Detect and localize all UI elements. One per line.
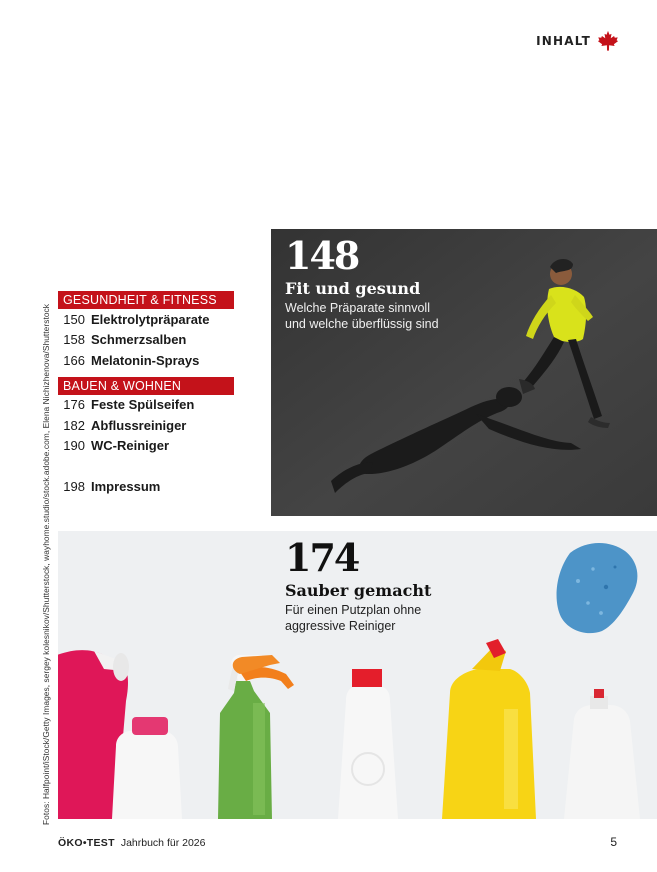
toc-page-number: 182 (63, 417, 85, 433)
toc-page-number: 198 (63, 478, 85, 494)
feature-fitness[interactable] (271, 229, 657, 516)
feature-subtitle (285, 602, 431, 634)
toc-entry-title: Elektrolytpräparate (91, 311, 210, 327)
toc-page-number: 166 (63, 352, 85, 368)
toc-page-number: 158 (63, 332, 85, 348)
feature-title: Fit und gesund (285, 279, 421, 298)
section-label: INHALT (536, 34, 591, 48)
photo-credits: Fotos: Halfpoint/iStock/Getty Images, sergey kolesnikov/Shutterstock, wayhome.studio/stock.adobe.com, Elena Nichizhenova/Shutterstock (41, 303, 51, 825)
feature-subtitle-line: Welche Präparate sinnvoll (285, 301, 430, 315)
publication-title: Jahrbuch für 2026 (120, 837, 206, 849)
toc-entry-title: Feste Spülseifen (91, 397, 195, 413)
feature-subtitle-line: Für einen Putzplan ohne (285, 603, 422, 617)
toc-entry[interactable] (58, 415, 234, 436)
toc-entry[interactable] (58, 395, 234, 416)
feature-title: Sauber gemacht (285, 581, 432, 600)
table-of-contents (58, 291, 234, 497)
feature-subtitle-line: aggressive Reiniger (285, 619, 396, 633)
feature-text (285, 535, 432, 634)
feature-text (285, 233, 439, 332)
toc-page-number: 150 (63, 311, 85, 327)
page-number: 5 (610, 835, 617, 849)
toc-entry[interactable] (58, 350, 234, 371)
toc-entry[interactable] (58, 309, 234, 330)
toc-entry-title: Schmerzsalben (91, 332, 187, 348)
category-heading: GESUNDHEIT & FITNESS (58, 291, 234, 309)
toc-entry-title: Impressum (91, 478, 161, 494)
toc-page-number: 176 (63, 397, 85, 413)
feature-subtitle-line: und welche überflüssig sind (285, 317, 439, 331)
feature-subtitle (285, 300, 439, 332)
feature-cleaning[interactable] (58, 531, 657, 819)
toc-page-number: 190 (63, 438, 85, 454)
category-heading: BAUEN & WOHNEN (58, 377, 234, 395)
toc-entry-title: Melatonin-Sprays (91, 352, 200, 368)
toc-entry-title: WC-Reiniger (91, 438, 169, 454)
feature-page-number: 148 (285, 233, 359, 278)
toc-entry-impressum[interactable] (58, 476, 234, 497)
toc-entry[interactable] (58, 330, 234, 351)
brand-logo: ÖKO•TEST (58, 837, 115, 849)
toc-entry[interactable] (58, 436, 234, 457)
page-footer (58, 837, 205, 849)
maple-leaf-icon (597, 30, 619, 52)
section-header (536, 30, 619, 52)
feature-page-number: 174 (285, 535, 359, 580)
toc-entry-title: Abflussreiniger (91, 417, 187, 433)
